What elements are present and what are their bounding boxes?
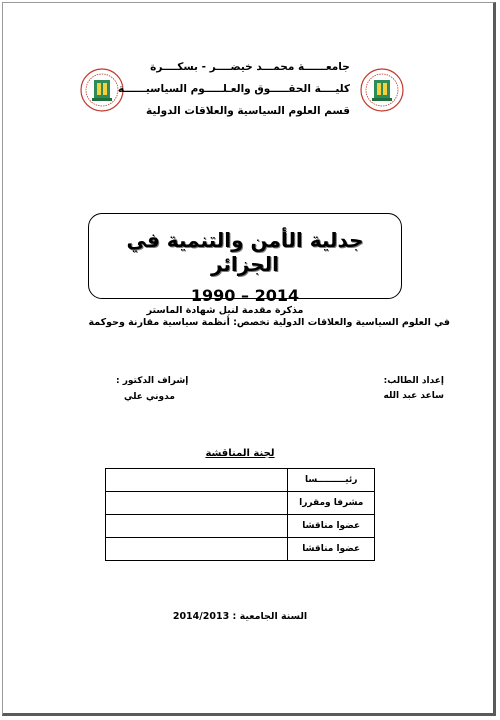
committee-member-cell <box>106 538 288 561</box>
supervisor-name: مدوني علي <box>124 392 175 402</box>
student-label: إعداد الطالب: <box>383 376 444 386</box>
university-name: جامعــــــة محمـــد خيضــــر - بسكــــرة <box>150 61 350 73</box>
department-name: قسم العلوم السياسية والعلاقات الدولية <box>146 105 350 117</box>
student-name: ساعد عبد الله <box>383 391 444 401</box>
committee-title: لجنة المناقشة <box>205 448 275 459</box>
supervisor-label: إشراف الدكتور : <box>116 376 189 386</box>
thesis-years: 1990 – 2014 <box>190 286 300 305</box>
committee-role: مشرفا ومقررا <box>288 492 375 515</box>
committee-member-cell <box>106 515 288 538</box>
academic-year: السنة الجامعية : 2014/2013 <box>172 611 308 622</box>
table-row <box>106 492 375 515</box>
committee-role: رئيـــــــــسا <box>288 469 375 492</box>
memo-line-2: في العلوم السياسية والعلاقات الدولية تخصص: أنظمة سياسية مقارنة وحوكمة <box>88 317 450 328</box>
title-box <box>88 213 402 305</box>
table-row <box>106 538 375 561</box>
memo-description <box>60 304 450 328</box>
committee-role: عضوا مناقشا <box>288 515 375 538</box>
faculty-name: كليــــة الحقـــــوق والعـلـــــوم السياسيــــــة <box>117 83 350 95</box>
table-row <box>106 469 375 492</box>
committee-role: عضوا مناقشا <box>288 538 375 561</box>
thesis-title: جدلية الأمن والتنمية في الجزائر <box>126 228 364 276</box>
table-row <box>106 515 375 538</box>
memo-line-1: مذكرة مقدمة لنيل شهادة الماستر <box>146 305 304 316</box>
committee-member-cell <box>106 492 288 515</box>
committee-member-cell <box>106 469 288 492</box>
institution-header <box>117 56 350 122</box>
university-logo-right <box>360 68 404 112</box>
committee-table <box>105 468 375 561</box>
